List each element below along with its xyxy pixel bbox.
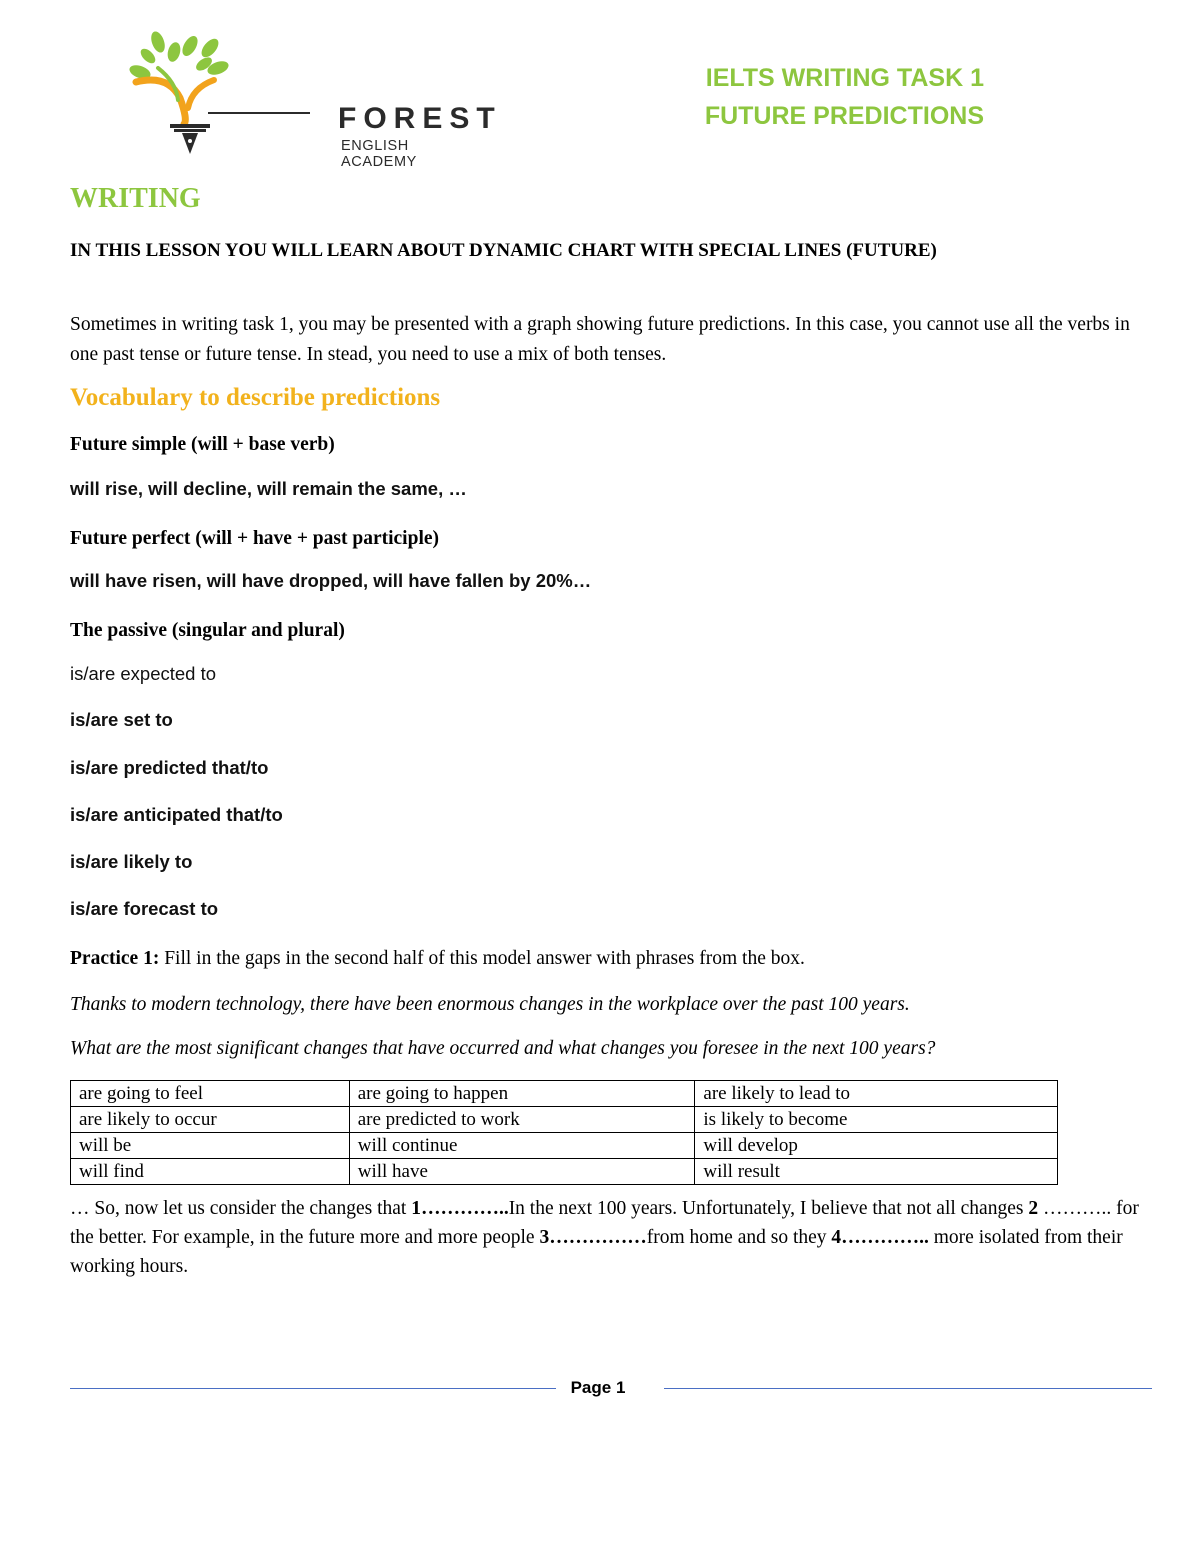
passive-item: is/are anticipated that/to (70, 804, 283, 825)
prompt-line1: Thanks to modern technology, there have been enormous changes in the workplace over the past 100 years. (70, 994, 910, 1015)
phrase-cell: are going to feel (71, 1081, 350, 1107)
footer-divider-left (70, 1388, 556, 1389)
answer-text: … So, now let us consider the changes that (70, 1198, 412, 1219)
answer-text: from home and so they (646, 1227, 832, 1248)
page-number: Page 1 (570, 1378, 626, 1397)
gap-1: 1………….. (411, 1198, 509, 1219)
table-row (71, 1081, 1058, 1107)
gap-4: 4………….. (831, 1227, 929, 1248)
future-simple-examples: will rise, will decline, will remain the same, … (70, 478, 467, 499)
passive-item: is/are likely to (70, 851, 193, 872)
practice-text: Fill in the gaps in the second half of this model answer with phrases from the box. (159, 948, 805, 969)
phrase-cell: are likely to occur (71, 1107, 350, 1133)
future-perfect-examples: will have risen, will have dropped, will have fallen by 20%… (70, 570, 592, 591)
phrase-cell: are going to happen (349, 1081, 695, 1107)
intro-paragraph: Sometimes in writing task 1, you may be presented with a graph showing future predictions. In this case, you cannot use all the verbs in one past tense or future tense. In stead, you need to use a mix of both tenses. (70, 314, 1130, 365)
phrase-cell: will be (71, 1133, 350, 1159)
phrase-cell: will develop (695, 1133, 1058, 1159)
vocab-heading: Vocabulary to describe predictions (70, 384, 441, 411)
phrase-cell: will continue (349, 1133, 695, 1159)
passive-item: is/are expected to (70, 663, 217, 684)
gap-2: 2 (1028, 1198, 1039, 1219)
footer-divider-right (664, 1388, 1152, 1389)
header-title-line1: IELTS WRITING TASK 1 (705, 64, 984, 92)
logo-brand: FOREST (338, 102, 502, 135)
answer-text: ……….. for the better. For example, in the future more and more people (70, 1198, 1139, 1248)
lesson-heading: IN THIS LESSON YOU WILL LEARN ABOUT DYNAMIC CHART WITH SPECIAL LINES (FUTURE) (70, 240, 937, 261)
prompt-line2: What are the most significant changes that have occurred and what changes you foresee in the next 100 years? (70, 1038, 936, 1059)
table-row (71, 1107, 1058, 1133)
header-title-line2: FUTURE PREDICTIONS (704, 102, 984, 130)
phrase-cell: are likely to lead to (695, 1081, 1058, 1107)
table-row (71, 1133, 1058, 1159)
phrase-cell: will have (349, 1159, 695, 1185)
answer-text: In the next 100 years. Unfortunately, I believe that not all changes (508, 1198, 1029, 1219)
practice-instruction (70, 948, 805, 970)
passive-item: is/are forecast to (70, 898, 219, 919)
logo (118, 28, 502, 170)
passive-item: is/are set to (70, 709, 173, 730)
passive-heading: The passive (singular and plural) (70, 620, 345, 641)
future-perfect-heading: Future perfect (will + have + past participle) (70, 528, 440, 549)
passive-item: is/are predicted that/to (70, 757, 269, 778)
future-simple-heading: Future simple (will + base verb) (70, 434, 335, 455)
table-row (71, 1159, 1058, 1185)
practice-label: Practice 1: (70, 948, 160, 969)
phrase-box-table (70, 1080, 1058, 1185)
gap-3: 3…………… (539, 1227, 647, 1248)
phrase-cell: is likely to become (695, 1107, 1058, 1133)
answer-text: more isolated from their working hours. (70, 1227, 1123, 1277)
phrase-cell: will find (71, 1159, 350, 1185)
section-title: WRITING (70, 183, 201, 214)
logo-subtitle: ENGLISH ACADEMY (341, 138, 417, 170)
phrase-cell: are predicted to work (349, 1107, 695, 1133)
model-answer-paragraph (70, 1194, 1140, 1281)
phrase-cell: will result (695, 1159, 1058, 1185)
